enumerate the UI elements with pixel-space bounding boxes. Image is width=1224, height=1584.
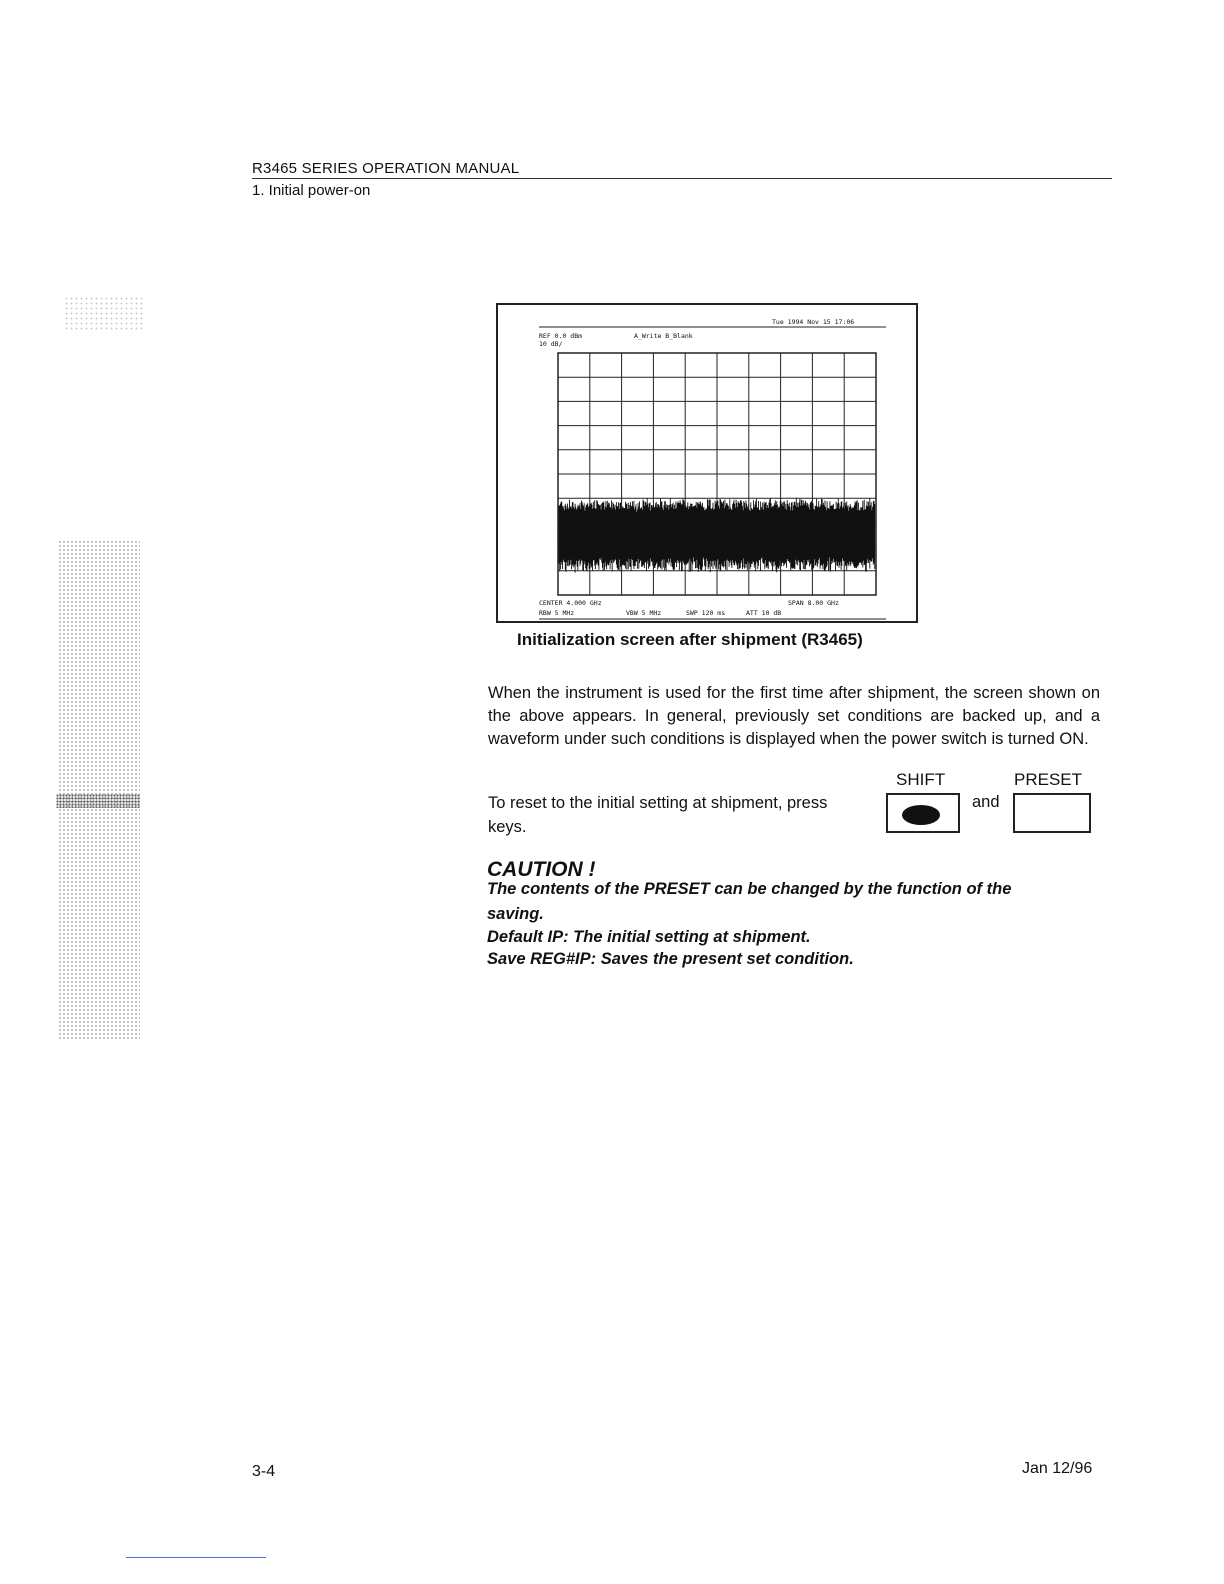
caution-line: saving. (487, 905, 544, 923)
analyzer-screen (496, 303, 918, 623)
preset-key (1013, 793, 1091, 833)
page-date: Jan 12/96 (1022, 1460, 1093, 1477)
reset-instruction-end: keys. (488, 818, 527, 836)
scan-noise-dark (56, 794, 140, 808)
caution-line: The contents of the PRESET can be changed by the function of the (487, 880, 1012, 898)
reset-instruction: To reset to the initial setting at shipment, press (488, 794, 828, 812)
shift-key-label: SHIFT (896, 770, 946, 789)
figure-caption: Initialization screen after shipment (R3465) (517, 630, 863, 649)
header-rule (252, 178, 1112, 179)
screen-trace-modes: A_Write B_Blank (634, 332, 693, 340)
section-title: 1. Initial power-on (252, 182, 371, 199)
caution-heading: CAUTION ! (487, 858, 596, 881)
page-number: 3-4 (252, 1463, 276, 1480)
caution-line: Save REG#IP: Saves the present set condition. (487, 950, 854, 968)
noise-trace (559, 498, 875, 573)
scan-noise-band (58, 540, 140, 1040)
caution-line: Default IP: The initial setting at shipment. (487, 928, 811, 946)
noise-core (559, 512, 875, 555)
screen-ref-level: REF 0.0 dBm (539, 332, 583, 340)
preset-key-label: PRESET (1014, 770, 1083, 789)
bottom-underline (126, 1557, 266, 1558)
screen-span: SPAN 8.00 GHz (788, 599, 839, 607)
screen-date: Tue 1994 Nov 15 17:06 (772, 318, 855, 326)
scan-noise-top (64, 296, 144, 330)
screen-scale: 10 dB/ (539, 340, 563, 348)
manual-title: R3465 SERIES OPERATION MANUAL (252, 160, 520, 177)
screen-sweep: SWP 120 ms (686, 609, 726, 617)
screen-rbw: RBW 5 MHz (539, 609, 575, 617)
screen-attenuation: ATT 10 dB (746, 609, 782, 617)
screen-vbw: VBW 5 MHz (626, 609, 662, 617)
and-word: and (972, 793, 1000, 811)
intro-paragraph: When the instrument is used for the first time after shipment, the screen shown on the above appears. In general, previously set conditions are backed up, and a waveform under such conditions is displayed when the power switch is turned ON. (488, 684, 1100, 748)
shift-key-dot-icon (902, 805, 940, 825)
screen-center: CENTER 4.000 GHz (539, 599, 602, 607)
